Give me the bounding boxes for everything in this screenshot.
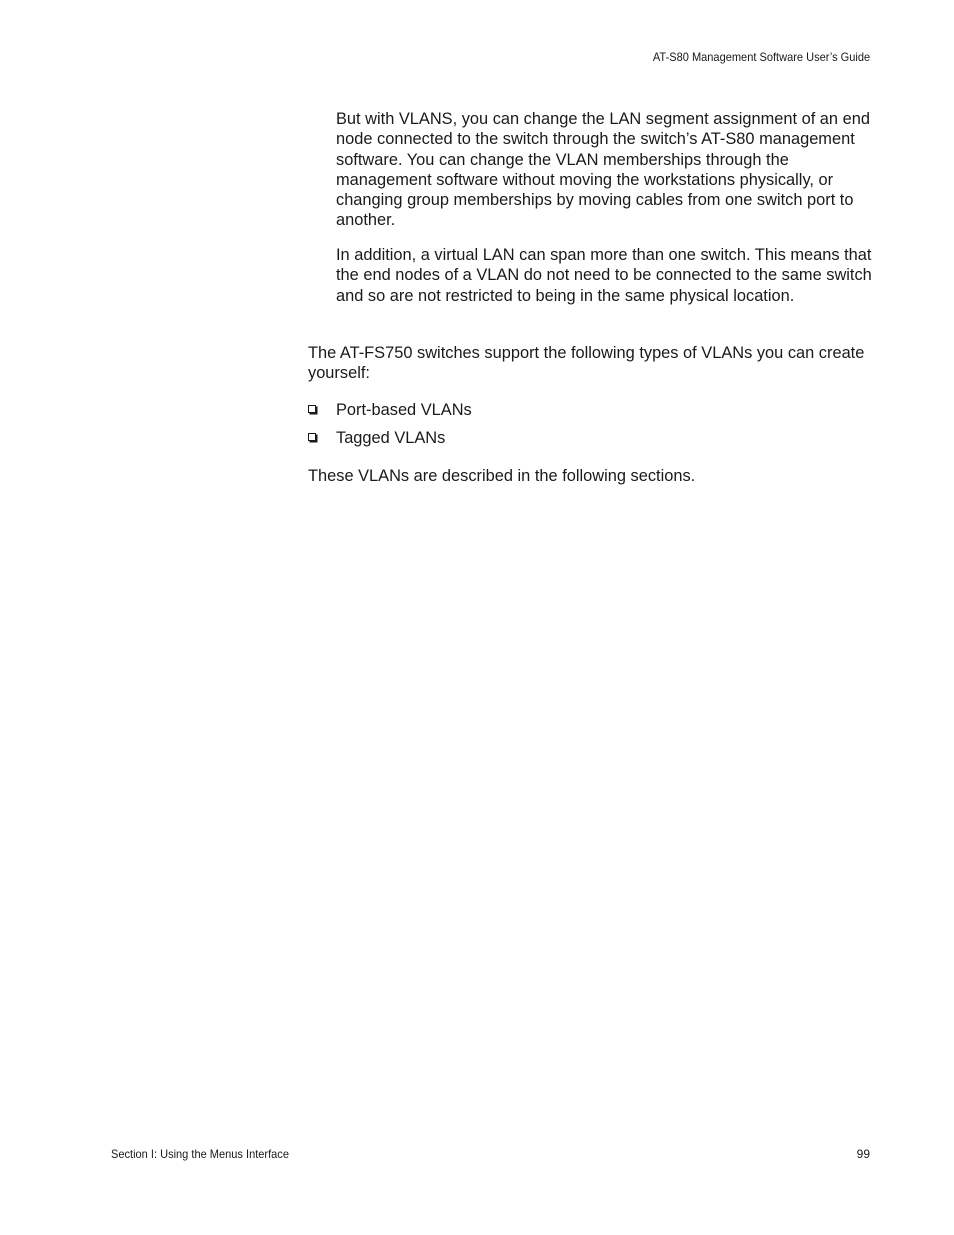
checkbox-bullet-icon	[308, 433, 316, 441]
list-item-label: Tagged VLANs	[336, 429, 446, 447]
paragraph-vlan-types-intro: The AT-FS750 switches support the following types of VLANs you can create yourself:	[308, 344, 865, 383]
list-item-label: Port-based VLANs	[336, 401, 472, 419]
page-number: 99	[856, 1147, 870, 1161]
checkbox-bullet-icon	[308, 405, 316, 413]
paragraph-sections-note: These VLANs are described in the following sections.	[308, 467, 696, 485]
paragraph-vlan-assignment: But with VLANS, you can change the LAN segment assignment of an end node connected to the switch through the switch’s AT-S80 management software. You can change the VLAN memberships through the management software without moving the workstations physically, or changing group memberships by moving cables from one switch port to another.	[336, 110, 870, 230]
running-header: AT-S80 Management Software User’s Guide	[652, 50, 870, 64]
paragraph-vlan-span: In addition, a virtual LAN can span more than one switch. This means that the end nodes of a VLAN do not need to be connected to the same switch and so are not restricted to being in the same physical location.	[336, 246, 872, 305]
footer-section-title: Section I: Using the Menus Interface	[111, 1147, 289, 1161]
